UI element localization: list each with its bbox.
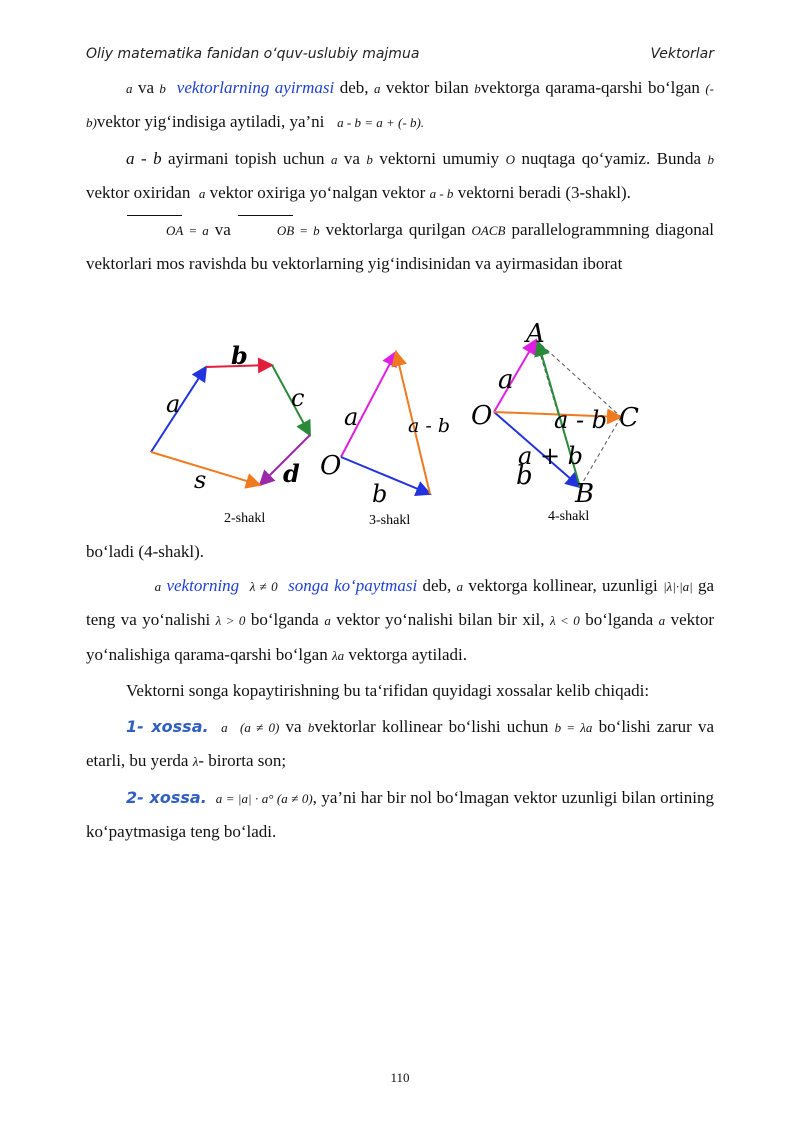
text: vektor yig‘indisiga aytiladi, ya’ni bbox=[96, 111, 329, 131]
caption-4: 4-shakl bbox=[548, 509, 590, 524]
math-minus-b: (- b) bbox=[86, 81, 714, 130]
vector-figures bbox=[86, 322, 714, 532]
caption-2: 2-shakl bbox=[224, 511, 266, 526]
caption-3: 3-shakl bbox=[369, 513, 411, 528]
paragraph-properties-intro: Vektorni songa kopaytirishning bu ta‘rifidan quyidagi xossalar kelib chiqadi: bbox=[126, 681, 650, 700]
math-b: b bbox=[366, 152, 373, 167]
text: vektor oxiridan bbox=[86, 182, 195, 202]
math-eq-b: = b bbox=[294, 223, 320, 238]
text: bo‘lishi zarur va etarli, bu yerda bbox=[86, 716, 715, 770]
math-a: a bbox=[456, 578, 464, 594]
label-a: a bbox=[166, 390, 181, 418]
header-section: Vektorlar bbox=[650, 46, 714, 62]
math-lambda: λ bbox=[192, 754, 199, 769]
math-lambda-a: λa bbox=[331, 647, 345, 663]
property-2 bbox=[86, 781, 714, 849]
text: va bbox=[279, 716, 308, 736]
label-s: s bbox=[194, 466, 207, 494]
running-header bbox=[86, 46, 714, 62]
text: bo‘lganda bbox=[245, 610, 325, 629]
paragraph-scalar-multiplication bbox=[86, 535, 714, 672]
header-title: Oliy matematika fanidan o‘quv-uslubiy majmua bbox=[86, 46, 420, 62]
label-a: a bbox=[344, 403, 359, 431]
text: - birorta son; bbox=[198, 751, 287, 770]
text: deb, bbox=[334, 78, 374, 97]
math-unit-vector-eq: a = |a| · a° (a ≠ 0) bbox=[215, 790, 313, 806]
property-1-label: 1- xossa. bbox=[126, 716, 209, 736]
text: vektor yo‘nalishiga qarama-qarshi bo‘lgan bbox=[86, 610, 715, 664]
math-a: a bbox=[126, 81, 133, 96]
math-b: b bbox=[307, 719, 315, 735]
text: vektorlar kollinear bo‘lishi uchun bbox=[314, 716, 555, 736]
math-b: b bbox=[159, 81, 166, 96]
label-b: b bbox=[231, 341, 248, 370]
text: deb, bbox=[417, 575, 457, 595]
page-number: 110 bbox=[390, 1070, 410, 1085]
math-O: O bbox=[505, 152, 516, 167]
text: vektor yo‘nalishi bilan bir xil, bbox=[330, 610, 550, 629]
paragraph-difference-definition bbox=[86, 72, 714, 139]
text: ayirmani topish uchun bbox=[161, 149, 331, 168]
text: vektorga aytiladi. bbox=[344, 644, 467, 664]
math-collinear-eq: b = λa bbox=[554, 719, 593, 735]
figures-row bbox=[86, 322, 714, 532]
text: nuqtaga qo‘yamiz. Bunda bbox=[515, 149, 708, 168]
text: va bbox=[208, 220, 237, 239]
label-O: O bbox=[320, 451, 342, 481]
label-d: d bbox=[283, 459, 300, 488]
term-vector: vektorning bbox=[166, 575, 240, 595]
math-lambda-negative: λ < 0 bbox=[549, 613, 580, 628]
math-vector-OA: OA bbox=[126, 215, 183, 248]
math-length: |λ|·|a| bbox=[663, 578, 693, 594]
math-OACB: OACB bbox=[471, 223, 506, 238]
math-eq-a: = a bbox=[183, 223, 209, 238]
text: vektorlarga qurilgan bbox=[319, 220, 472, 239]
math-a: a bbox=[324, 613, 331, 628]
property-2-label: 2- xossa. bbox=[126, 787, 207, 807]
text: vektor oxiriga yo‘nalgan vektor bbox=[205, 182, 430, 202]
text: bo‘ladi (4-shakl). bbox=[86, 542, 205, 561]
text: va bbox=[132, 78, 160, 97]
math-lambda-nonzero: λ ≠ 0 bbox=[249, 578, 278, 594]
label-O: O bbox=[471, 401, 493, 431]
math-a: a bbox=[221, 719, 228, 735]
text-after-figures bbox=[86, 535, 714, 851]
term-difference: vektorlarning ayirmasi bbox=[176, 78, 335, 97]
text: parallelogrammning diagonal vektorlari mos ravishda bu vektorlarning yig‘indisinidan va ayirmasidan iborat bbox=[86, 220, 714, 273]
label-b: b bbox=[372, 480, 388, 508]
math-a: a bbox=[658, 613, 666, 628]
text: bo‘lganda bbox=[579, 610, 659, 629]
text: vektorni beradi (3-shakl). bbox=[453, 182, 631, 202]
math-b: b bbox=[474, 81, 481, 96]
figure-2 bbox=[151, 341, 310, 526]
math-a: a bbox=[198, 185, 206, 201]
label-C: C bbox=[619, 403, 639, 433]
label-c: c bbox=[291, 384, 305, 412]
label-a-minus-b: a - b bbox=[554, 406, 608, 434]
label-a-plus-b: a + b bbox=[518, 442, 584, 470]
main-text bbox=[86, 72, 714, 284]
text: vektor bilan bbox=[380, 78, 475, 97]
text: vektorni umumiy bbox=[372, 149, 506, 168]
text: vektorga kollinear, uzunligi bbox=[463, 575, 664, 595]
math-b: b bbox=[707, 152, 714, 167]
text: va bbox=[337, 149, 367, 168]
property-1 bbox=[86, 710, 714, 779]
text: vektorga qarama-qarshi bo‘lgan bbox=[480, 78, 706, 97]
math-a: a bbox=[373, 81, 381, 96]
paragraph-parallelogram bbox=[86, 214, 714, 280]
math-lambda-positive: λ > 0 bbox=[215, 613, 246, 628]
math-a-minus-b: a - b bbox=[126, 149, 162, 168]
term-scalar-product: songa ko‘paytmasi bbox=[288, 575, 418, 595]
label-a: a bbox=[498, 365, 514, 395]
text: , ya’ni har bir nol bo‘lmagan vektor uzunligi bilan ortining ko‘paytmasiga teng bo‘ladi. bbox=[86, 787, 714, 841]
paragraph-difference-construction bbox=[86, 143, 714, 210]
math-condition: (a ≠ 0) bbox=[240, 719, 280, 735]
figure-4 bbox=[471, 322, 639, 524]
label-a-minus-b: a - b bbox=[408, 415, 450, 437]
text: ga teng va yo‘nalishi bbox=[86, 575, 715, 629]
math-vector-OB: OB bbox=[237, 215, 294, 248]
figure-3 bbox=[320, 352, 450, 528]
math-a-minus-b: a - b bbox=[429, 185, 454, 201]
math-a: a bbox=[154, 578, 162, 594]
label-B: B bbox=[575, 479, 595, 509]
label-A: A bbox=[526, 322, 545, 349]
math-a: a bbox=[330, 152, 338, 167]
formula-difference: a - b = a + (- b). bbox=[337, 114, 425, 130]
label-b: b bbox=[516, 461, 533, 491]
